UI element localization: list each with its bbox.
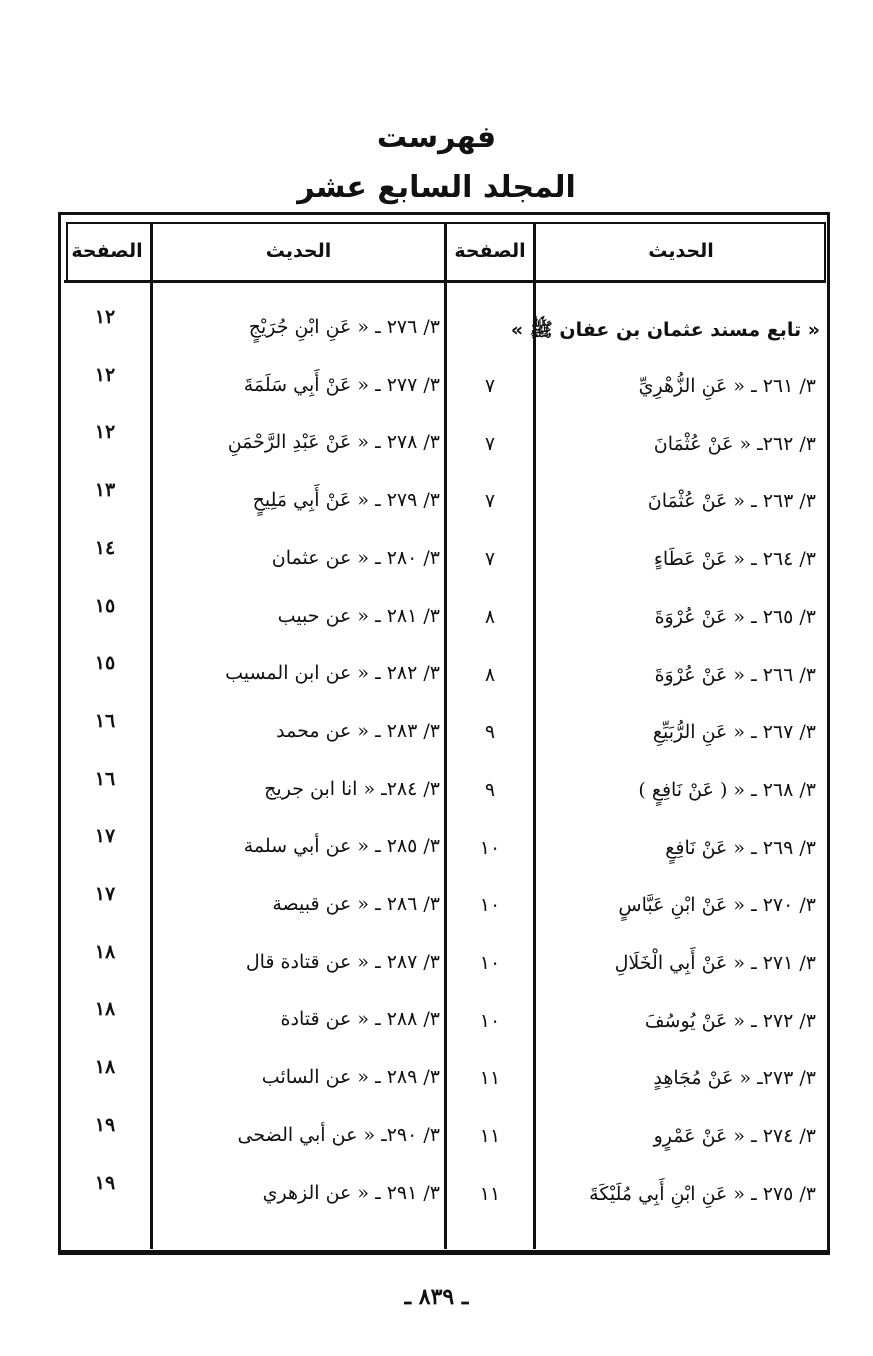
header-right-hadith: الحديث <box>648 240 714 262</box>
hadith-entry: ٣/ ٢٨٠ ـ « عن عثمان <box>271 547 440 569</box>
page-number-cell: ١٥ <box>94 595 116 617</box>
hadith-entry: ٣/ ٢٦٣ ـ « عَنْ عُثْمَانَ <box>647 490 816 512</box>
page-number-cell: ١٥ <box>94 652 116 674</box>
hadith-entry: ٣/ ٢٧٩ ـ « عَنْ أَبِي مَلِيحٍ <box>252 489 440 511</box>
hadith-entry: ٣/ ٢٦٨ ـ « ( عَنْ نَافِعٍ ) <box>638 779 816 801</box>
hadith-entry: ٣/ ٢٦١ ـ « عَنِ الزُّهْرِيِّ <box>638 375 816 397</box>
page-number-cell: ١٢ <box>94 364 116 386</box>
page-number-cell: ١٩ <box>94 1172 116 1194</box>
column-divider <box>533 224 536 1249</box>
hadith-entry: ٣/ ٢٧٨ ـ « عَنْ عَبْدِ الرَّحْمَنِ <box>227 431 440 453</box>
hadith-entry: ٣/ ٢٦٥ ـ « عَنْ عُرْوَةَ <box>654 606 816 628</box>
page-number-cell: ١٩ <box>94 1114 116 1136</box>
hadith-entry: ٣/ ٢٦٤ ـ « عَنْ عَطَاءٍ <box>653 548 816 570</box>
page-number-cell: ١١ <box>479 1067 501 1089</box>
page-number-cell: ١٠ <box>479 952 501 974</box>
page-number-cell: ١١ <box>479 1183 501 1205</box>
header-divider <box>64 280 826 283</box>
page-number-cell: ١٧ <box>94 825 116 847</box>
page-number: ـ ٨٣٩ ـ <box>404 1284 469 1310</box>
hadith-entry: ٣/ ٢٨٦ ـ « عن قبيصة <box>272 893 440 915</box>
hadith-entry: ٣/ ٢٧٤ ـ « عَنْ عَمْرٍو <box>653 1125 816 1147</box>
hadith-entry: ٣/ ٢٧٦ ـ « عَنِ ابْنِ جُرَيْجٍ <box>248 316 440 338</box>
hadith-entry: ٣/ ٢٨٧ ـ « عن قتادة قال <box>245 951 440 973</box>
hadith-entry: ٣/ ٢٨٩ ـ « عن السائب <box>261 1066 440 1088</box>
page-number-cell: ١٤ <box>94 537 116 559</box>
page-number-cell: ٩ <box>484 779 496 801</box>
page-number-cell: ٧ <box>484 490 496 512</box>
page-number-cell: ١٨ <box>94 941 116 963</box>
hadith-entry: ٣/ ٢٦٦ ـ « عَنْ عُرْوَةَ <box>654 664 816 686</box>
page-number-cell: ٨ <box>484 664 496 686</box>
page-number-cell: ١٨ <box>94 998 116 1020</box>
hadith-entry: ٣/ ٢٧٣ـ « عَنْ مُجَاهِدٍ <box>653 1067 816 1089</box>
hadith-entry: ٣/ ٢٩٠ـ « عن أبي الضحى <box>237 1124 440 1146</box>
header-left-hadith: الحديث <box>265 240 332 262</box>
page-number-cell: ١٠ <box>479 894 501 916</box>
column-divider <box>444 224 447 1249</box>
page-number-cell: ١٢ <box>94 421 116 443</box>
hadith-entry: ٣/ ٢٦٩ ـ « عَنْ نَافِعٍ <box>665 837 816 859</box>
section-subheading: « تابع مسند عثمان بن عفان ﷺ » <box>510 319 820 341</box>
page-number-cell: ٨ <box>484 606 496 628</box>
volume-subtitle: المجلد السابع عشر <box>297 170 576 205</box>
hadith-entry: ٣/ ٢٧١ ـ « عَنْ أَبِي الْخَلَالِ <box>614 952 816 974</box>
page-number-cell: ٧ <box>484 433 496 455</box>
hadith-entry: ٣/ ٢٧٥ ـ « عَنِ ابْنِ أَبِي مُلَيْكَةَ <box>589 1183 816 1205</box>
hadith-entry: ٣/ ٢٦٧ ـ « عَنِ الرُّبَيِّعِ <box>652 721 816 743</box>
hadith-entry: ٣/ ٢٨٨ ـ « عن قتادة <box>280 1008 440 1030</box>
header-left-page: الصفحة <box>71 240 143 262</box>
hadith-entry: ٣/ ٢٨٣ ـ « عن محمد <box>276 720 440 742</box>
hadith-entry: ٣/ ٢٧٢ ـ « عَنْ يُوسُفَ <box>644 1010 816 1032</box>
page-number-cell: ١١ <box>479 1125 501 1147</box>
hadith-entry: ٣/ ٢٦٢ـ « عَنْ عُثْمَانَ <box>653 433 816 455</box>
page-number-cell: ١٠ <box>479 1010 501 1032</box>
page-number-cell: ١٦ <box>94 710 116 732</box>
hadith-entry: ٣/ ٢٨٥ ـ « عن أبي سلمة <box>243 835 440 857</box>
page-number-cell: ٧ <box>484 375 496 397</box>
hadith-entry: ٣/ ٢٧٠ ـ « عَنْ ابْنِ عَبَّاسٍ <box>618 894 816 916</box>
page-number-cell: ١٨ <box>94 1056 116 1078</box>
page-number-cell: ١٢ <box>94 306 116 328</box>
page-number-cell: ١٣ <box>94 479 116 501</box>
page-number-cell: ٧ <box>484 548 496 570</box>
page-number-cell: ٩ <box>484 721 496 743</box>
page-title: فهرست <box>376 120 497 155</box>
header-right-page: الصفحة <box>454 240 526 262</box>
page-number-cell: ١٠ <box>479 837 501 859</box>
hadith-entry: ٣/ ٢٧٧ ـ « عَنْ أَبِي سَلَمَةَ <box>243 374 440 396</box>
column-divider <box>150 224 153 1249</box>
hadith-entry: ٣/ ٢٩١ ـ « عن الزهري <box>262 1182 440 1204</box>
hadith-entry: ٣/ ٢٨٢ ـ « عن ابن المسيب <box>225 662 440 684</box>
page-number-cell: ١٦ <box>94 768 116 790</box>
hadith-entry: ٣/ ٢٨١ ـ « عن حبيب <box>277 605 440 627</box>
page-number-cell: ١٧ <box>94 883 116 905</box>
hadith-entry: ٣/ ٢٨٤ـ « انا ابن جريج <box>264 778 440 800</box>
